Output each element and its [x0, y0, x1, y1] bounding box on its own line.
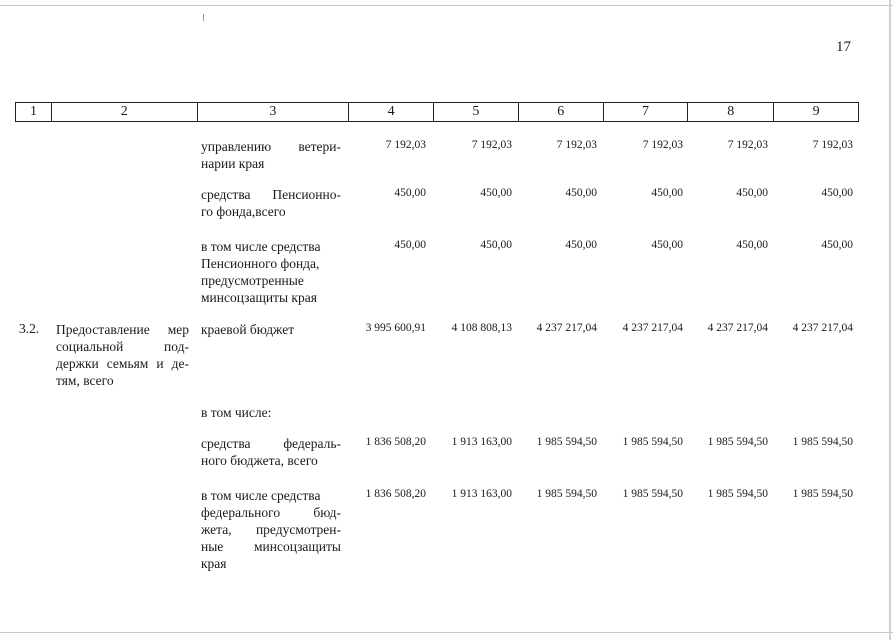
value-cell: 1 985 594,50 — [707, 488, 768, 500]
header-cell: 4 — [349, 103, 434, 121]
value-cell: 4 237 217,04 — [536, 322, 597, 334]
right-scan-edge — [889, 0, 891, 640]
label-line: края — [201, 556, 227, 571]
label-line: средства Пенсионно- — [201, 187, 341, 202]
value-cell: 1 985 594,50 — [622, 488, 683, 500]
value-cell: 450,00 — [651, 187, 683, 199]
value-cell: 4 237 217,04 — [622, 322, 683, 334]
value-cell: 450,00 — [480, 187, 512, 199]
title-line: тям, всего — [56, 373, 114, 388]
section-number: 3.2. — [19, 321, 40, 336]
value-cell: 450,00 — [565, 187, 597, 199]
row-label — [201, 404, 341, 421]
value-cell: 4 237 217,04 — [792, 322, 853, 334]
value-cell: 450,00 — [480, 239, 512, 251]
value-cell: 1 985 594,50 — [536, 436, 597, 448]
value-cell: 1 985 594,50 — [792, 436, 853, 448]
value-cell: 7 192,03 — [471, 139, 512, 151]
title-line: Предоставление мер — [56, 322, 189, 337]
header-cell: 1 — [16, 103, 52, 121]
header-cell: 3 — [198, 103, 350, 121]
header-cell: 6 — [519, 103, 604, 121]
label-line: минсоцзащиты края — [201, 290, 317, 305]
row-label — [201, 186, 341, 220]
label-line: в том числе средства — [201, 239, 321, 254]
value-cell: 7 192,03 — [556, 139, 597, 151]
value-cell: 1 985 594,50 — [536, 488, 597, 500]
value-cell: 450,00 — [565, 239, 597, 251]
value-cell: 7 192,03 — [727, 139, 768, 151]
row-label — [201, 138, 341, 172]
value-cell: 1 836 508,20 — [365, 436, 426, 448]
value-cell: 450,00 — [736, 187, 768, 199]
label-line: средства федераль- — [201, 436, 341, 451]
header-cell: 7 — [604, 103, 689, 121]
value-cell: 7 192,03 — [385, 139, 426, 151]
value-cell: 4 108 808,13 — [451, 322, 512, 334]
value-cell: 450,00 — [651, 239, 683, 251]
label-line: ные минсоцзащиты — [201, 539, 341, 554]
header-cell: 5 — [434, 103, 519, 121]
label-line: краевой бюджет — [201, 322, 295, 337]
scan-tick-mark — [203, 14, 204, 21]
row-label — [201, 435, 341, 469]
value-cell: 1 985 594,50 — [792, 488, 853, 500]
value-cell: 450,00 — [394, 187, 426, 199]
title-line: социальной под- — [56, 339, 189, 354]
table-header-row — [15, 102, 859, 122]
value-cell: 1 913 163,00 — [451, 488, 512, 500]
value-cell: 1 985 594,50 — [622, 436, 683, 448]
row-label — [201, 238, 341, 306]
value-cell: 450,00 — [821, 239, 853, 251]
value-cell: 7 192,03 — [642, 139, 683, 151]
label-line: предусмотренные — [201, 273, 304, 288]
label-line: жета, предусмотрен- — [201, 522, 341, 537]
label-line: го фонда,всего — [201, 204, 286, 219]
value-cell: 450,00 — [821, 187, 853, 199]
title-line: держки семьям и де- — [56, 356, 189, 371]
value-cell: 4 237 217,04 — [707, 322, 768, 334]
header-cell: 8 — [688, 103, 774, 121]
label-line: Пенсионного фонда, — [201, 256, 320, 271]
value-cell: 1 985 594,50 — [707, 436, 768, 448]
header-cell: 2 — [52, 103, 198, 121]
value-cell: 3 995 600,91 — [365, 322, 426, 334]
value-cell: 1 836 508,20 — [365, 488, 426, 500]
top-scan-edge — [0, 5, 893, 6]
header-cell: 9 — [812, 104, 820, 119]
label-line: в том числе средства — [201, 488, 321, 503]
page-number: 17 — [836, 39, 851, 55]
label-line: в том числе: — [201, 405, 272, 420]
value-cell: 450,00 — [394, 239, 426, 251]
value-cell: 7 192,03 — [812, 139, 853, 151]
bottom-scan-edge — [0, 632, 893, 633]
row-label — [201, 321, 341, 338]
label-line: федерального бюд- — [201, 505, 341, 520]
label-line: управлению ветери- — [201, 139, 341, 154]
label-line: нарии края — [201, 156, 265, 171]
label-line: ного бюджета, всего — [201, 453, 318, 468]
value-cell: 1 913 163,00 — [451, 436, 512, 448]
value-cell: 450,00 — [736, 239, 768, 251]
row-label — [201, 487, 341, 572]
section-title — [56, 321, 189, 389]
